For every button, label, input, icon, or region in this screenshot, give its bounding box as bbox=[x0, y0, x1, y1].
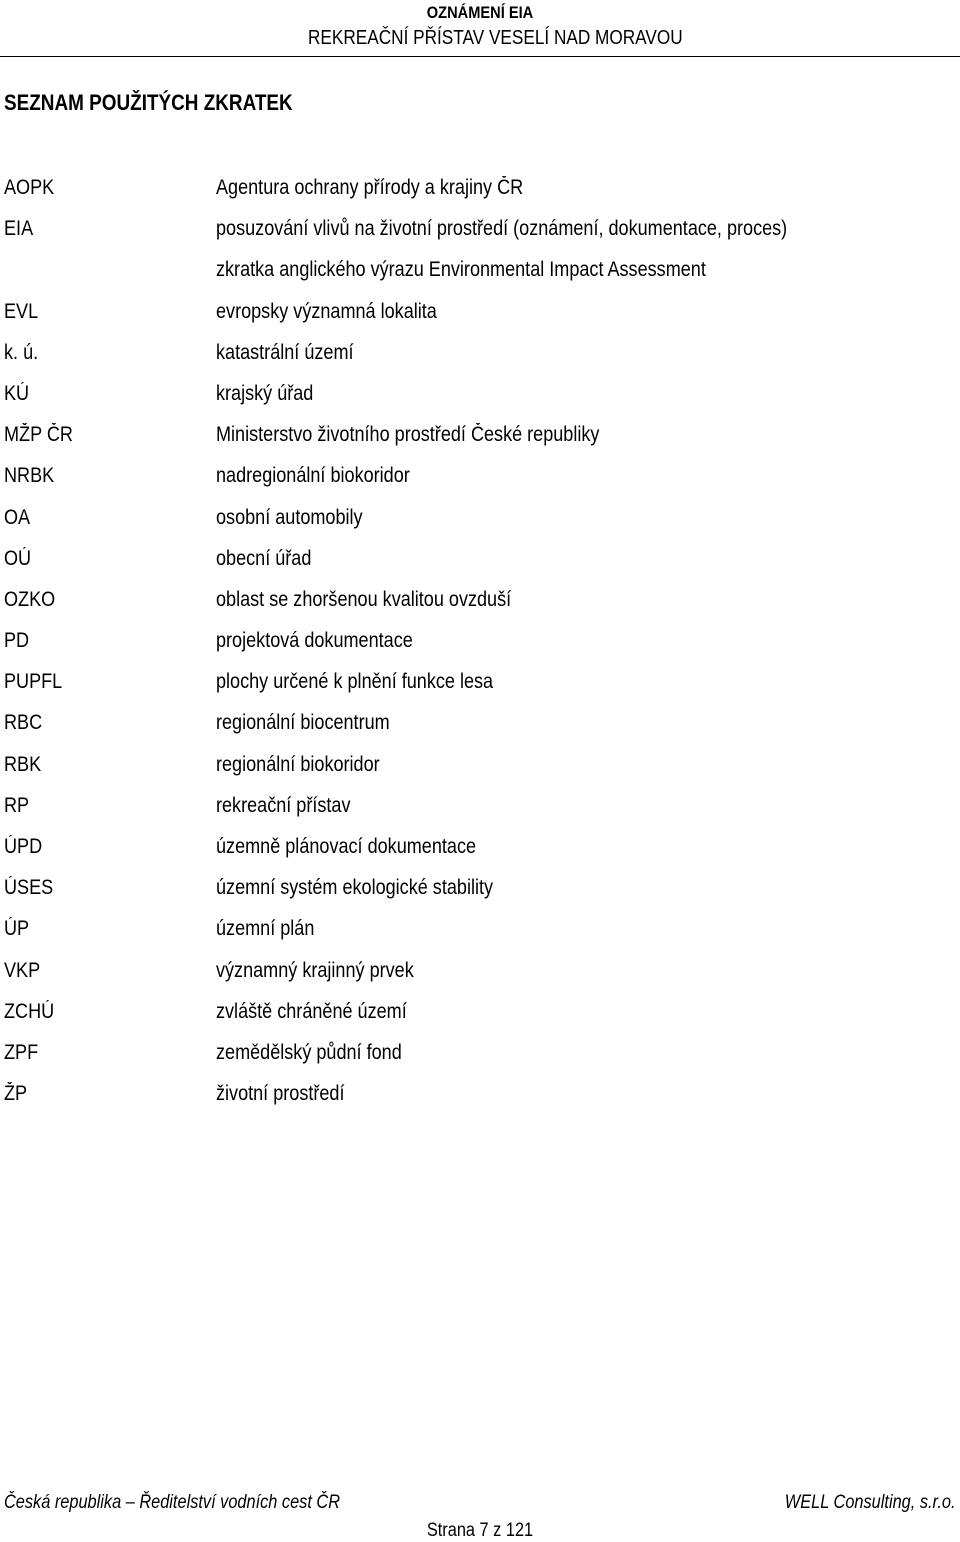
abbreviation-meaning: rekreační přístav bbox=[216, 793, 351, 817]
abbreviation-meaning: regionální biokoridor bbox=[216, 752, 380, 776]
abbreviation-row bbox=[0, 992, 960, 1033]
abbreviation-row bbox=[0, 827, 960, 868]
abbreviation-row bbox=[0, 745, 960, 786]
abbreviation-row bbox=[0, 1033, 960, 1074]
abbreviation-term: ŽP bbox=[4, 1082, 28, 1106]
abbreviation-row bbox=[0, 292, 960, 333]
abbreviation-meaning: katastrální území bbox=[216, 340, 354, 364]
abbreviation-term: PUPFL bbox=[4, 670, 63, 694]
abbreviation-meaning: životní prostředí bbox=[216, 1082, 345, 1106]
abbreviation-row bbox=[0, 621, 960, 662]
abbreviation-row bbox=[0, 374, 960, 415]
abbreviation-row bbox=[0, 951, 960, 992]
header-project-title: REKREAČNÍ PŘÍSTAV VESELÍ NAD MORAVOU bbox=[308, 27, 683, 49]
section-title: SEZNAM POUŽITÝCH ZKRATEK bbox=[4, 90, 293, 115]
abbreviation-term: RBC bbox=[4, 711, 43, 735]
abbreviation-row bbox=[0, 539, 960, 580]
abbreviation-row bbox=[0, 868, 960, 909]
abbreviation-term: PD bbox=[4, 629, 30, 653]
abbreviation-meaning: posuzování vlivů na životní prostředí (oznámení, dokumentace, proces) bbox=[216, 217, 788, 241]
abbreviation-term: ZCHÚ bbox=[4, 999, 55, 1023]
abbreviation-row bbox=[0, 415, 960, 456]
abbreviation-term: ÚP bbox=[4, 917, 30, 941]
abbreviation-term: OÚ bbox=[4, 546, 32, 570]
abbreviation-term: ÚSES bbox=[4, 876, 54, 900]
abbreviation-term: ÚPD bbox=[4, 835, 43, 858]
abbreviation-row bbox=[0, 250, 960, 291]
abbreviation-meaning: projektová dokumentace bbox=[216, 629, 413, 653]
abbreviation-term: EIA bbox=[4, 217, 34, 241]
abbreviation-term: RP bbox=[4, 793, 30, 817]
abbreviation-meaning: plochy určené k plnění funkce lesa bbox=[216, 670, 494, 694]
abbreviation-term: RBK bbox=[4, 752, 42, 776]
abbreviation-row bbox=[0, 333, 960, 374]
abbreviation-row bbox=[0, 209, 960, 250]
page-header bbox=[0, 0, 960, 57]
abbreviation-meaning: nadregionální biokoridor bbox=[216, 464, 410, 488]
abbreviation-term: EVL bbox=[4, 299, 39, 323]
abbreviation-row bbox=[0, 580, 960, 621]
abbreviation-meaning: zkratka anglického výrazu Environmental Impact Assessment bbox=[216, 258, 706, 282]
abbreviation-meaning: oblast se zhoršenou kvalitou ovzduší bbox=[216, 587, 512, 611]
abbreviation-meaning: krajský úřad bbox=[216, 381, 314, 405]
abbreviation-row bbox=[0, 456, 960, 497]
abbreviation-term: MŽP ČR bbox=[4, 423, 73, 447]
abbreviation-row bbox=[0, 703, 960, 744]
abbreviation-term: OZKO bbox=[4, 587, 56, 611]
abbreviation-meaning: obecní úřad bbox=[216, 546, 312, 570]
abbreviation-meaning: evropsky významná lokalita bbox=[216, 299, 437, 323]
abbreviation-term: VKP bbox=[4, 958, 41, 982]
abbreviation-meaning: zemědělský půdní fond bbox=[216, 1040, 402, 1064]
abbreviation-meaning: regionální biocentrum bbox=[216, 711, 390, 735]
abbreviation-row bbox=[0, 786, 960, 827]
abbreviation-term: NRBK bbox=[4, 464, 55, 488]
abbreviation-term: k. ú. bbox=[4, 340, 39, 364]
abbreviation-meaning: územní systém ekologické stability bbox=[216, 876, 494, 900]
abbreviation-meaning: osobní automobily bbox=[216, 505, 363, 529]
abbreviation-row bbox=[0, 909, 960, 950]
abbreviation-meaning: Ministerstvo životního prostředí České republiky bbox=[216, 423, 600, 447]
abbreviation-row bbox=[0, 662, 960, 703]
abbreviation-meaning: zvláště chráněné území bbox=[216, 999, 407, 1023]
abbreviation-meaning: Agentura ochrany přírody a krajiny ČR bbox=[216, 176, 524, 199]
abbreviation-term: OA bbox=[4, 505, 31, 529]
footer-client: Česká republika – Ředitelství vodních cest ČR bbox=[4, 1492, 341, 1513]
page-number: Strana 7 z 121 bbox=[426, 1520, 534, 1541]
abbreviation-row bbox=[0, 1074, 960, 1115]
abbreviation-meaning: významný krajinný prvek bbox=[216, 958, 414, 982]
abbreviation-meaning: územně plánovací dokumentace bbox=[216, 835, 477, 858]
abbreviation-term: AOPK bbox=[4, 176, 55, 199]
abbreviation-term: ZPF bbox=[4, 1040, 39, 1064]
abbreviation-row bbox=[0, 168, 960, 209]
header-document-type: OZNÁMENÍ EIA bbox=[426, 3, 534, 22]
abbreviation-term: KÚ bbox=[4, 381, 30, 405]
abbreviation-row bbox=[0, 498, 960, 539]
abbreviation-list bbox=[0, 168, 960, 1115]
abbreviation-meaning: územní plán bbox=[216, 917, 315, 941]
footer-company: WELL Consulting, s.r.o. bbox=[785, 1492, 956, 1513]
